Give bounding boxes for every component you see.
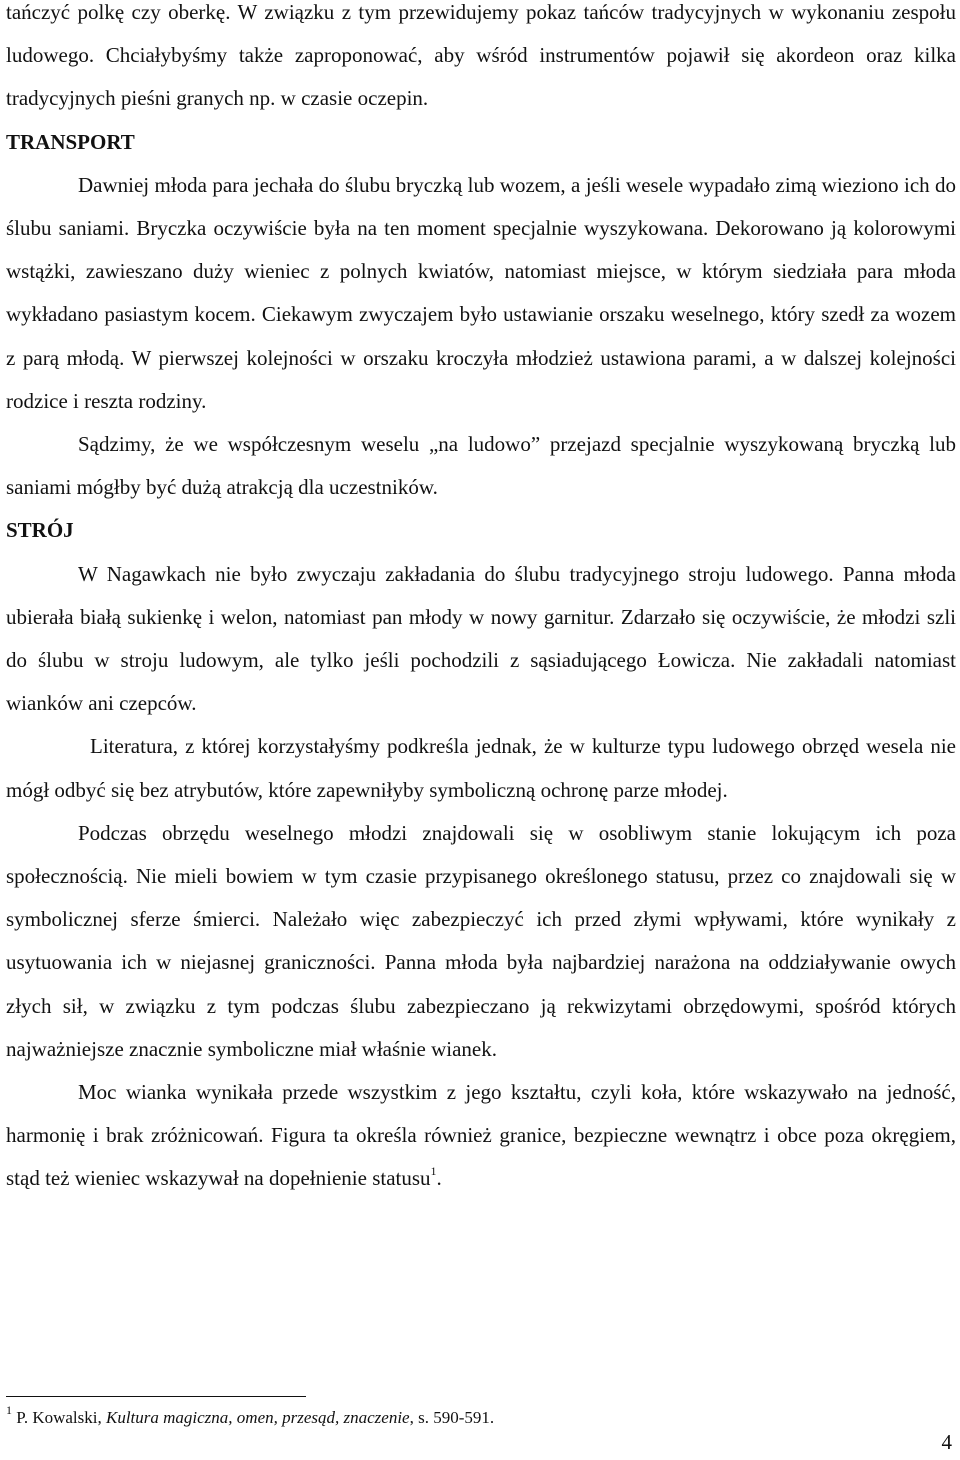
section-heading-stroj: STRÓJ [6, 518, 74, 543]
wreath-text: Moc wianka wynikała przede wszystkim z jego kształtu, czyli koła, które wskazywało na jedność, harmonię i brak zróżnicowań. Figura ta określa również granice, bezpieczne wewnątrz i obce poza okręgiem, stąd też wieniec wskazywał na dopełnienie statusu [6, 1080, 956, 1191]
footnote [6, 1403, 495, 1430]
footnote-author: P. Kowalski, [16, 1408, 106, 1427]
wreath-text-end: . [436, 1166, 442, 1191]
footnote-marker: 1 [6, 1403, 12, 1418]
footnote-reference[interactable]: 1 [430, 1164, 437, 1179]
paragraph-transport-proposal: Sądzimy, że we współczesnym weselu „na ludowo” przejazd specjalnie wyszykowaną bryczką lub saniami mógłby być dużą atrakcją dla uczestników. [6, 432, 956, 500]
footnote-separator [6, 1396, 306, 1397]
footnote-title: Kultura magiczna, omen, przesąd, znaczenie [105, 1408, 410, 1427]
paragraph-stroj-custom: W Nagawkach nie było zwyczaju zakładania do ślubu tradycyjnego stroju ludowego. Panna młoda ubierała białą sukienkę i welon, natomiast pan młody w nowy garnitur. Zdarzało się oczywiście, że młodzi szli do ślubu w stroju ludowym, ale tylko jeśli pochodzili z sąsiadującego Łowicza. Nie zakładali natomiast wianków ani czepców. [6, 561, 956, 716]
paragraph-wreath-meaning [6, 1071, 956, 1201]
section-heading-transport: TRANSPORT [6, 129, 135, 154]
paragraph-transport-history: Dawniej młoda para jechała do ślubu bryczką lub wozem, a jeśli wesele wypadało zimą wieziono ich do ślubu saniami. Bryczka oczywiście była na ten moment specjalnie wyszykowana. Dekorowano ją kolorowymi wstążki, zawieszano duży wieniec z polnych kwiatów, natomiast miejsce, w którym siedziała para młoda wykładano pasiastym kocem. Ciekawym zwyczajem było ustawianie orszaku weselnego, który szedł za wozem z parą młodą. W pierwszej kolejności w orszaku kroczyła młodzież ustawiona parami, a w dalszej kolejności rodzice i reszta rodziny. [6, 172, 956, 413]
paragraph-literature: Literatura, z której korzystałyśmy podkreśla jednak, że w kulturze typu ludowego obrzęd wesela nie mógł odbyć się bez atrybutów, które zapewniłyby symboliczną ochronę parze młodej. [6, 734, 956, 802]
footnote-pages: , s. 590-591. [409, 1408, 495, 1427]
document-page [6, 0, 956, 1201]
paragraph-ritual-status: Podczas obrzędu weselnego młodzi znajdowali się w osobliwym stanie lokującym ich poza społecznością. Nie mieli bowiem w tym czasie przypisanego określonego statusu, przez co znajdowali się w symbolicznej sferze śmierci. Należało więc zabezpieczyć ich przed złymi wpływami, które wynikały z usytuowania ich w niejasnej graniczności. Panna młoda była najbardziej narażona na oddziaływanie owych złych sił, w związku z tym podczas ślubu zabezpieczano ją rekwizytami obrzędowymi, spośród których najważniejsze znacznie symboliczne miał właśnie wianek. [6, 820, 956, 1061]
page-number: 4 [941, 1430, 952, 1454]
paragraph-dances: tańczyć polkę czy oberkę. W związku z tym przewidujemy pokaz tańców tradycyjnych w wykonaniu zespołu ludowego. Chciałybyśmy także zaproponować, aby wśród instrumentów pojawił się akordeon oraz kilka tradycyjnych pieśni granych np. w czasie oczepin. [6, 0, 956, 111]
